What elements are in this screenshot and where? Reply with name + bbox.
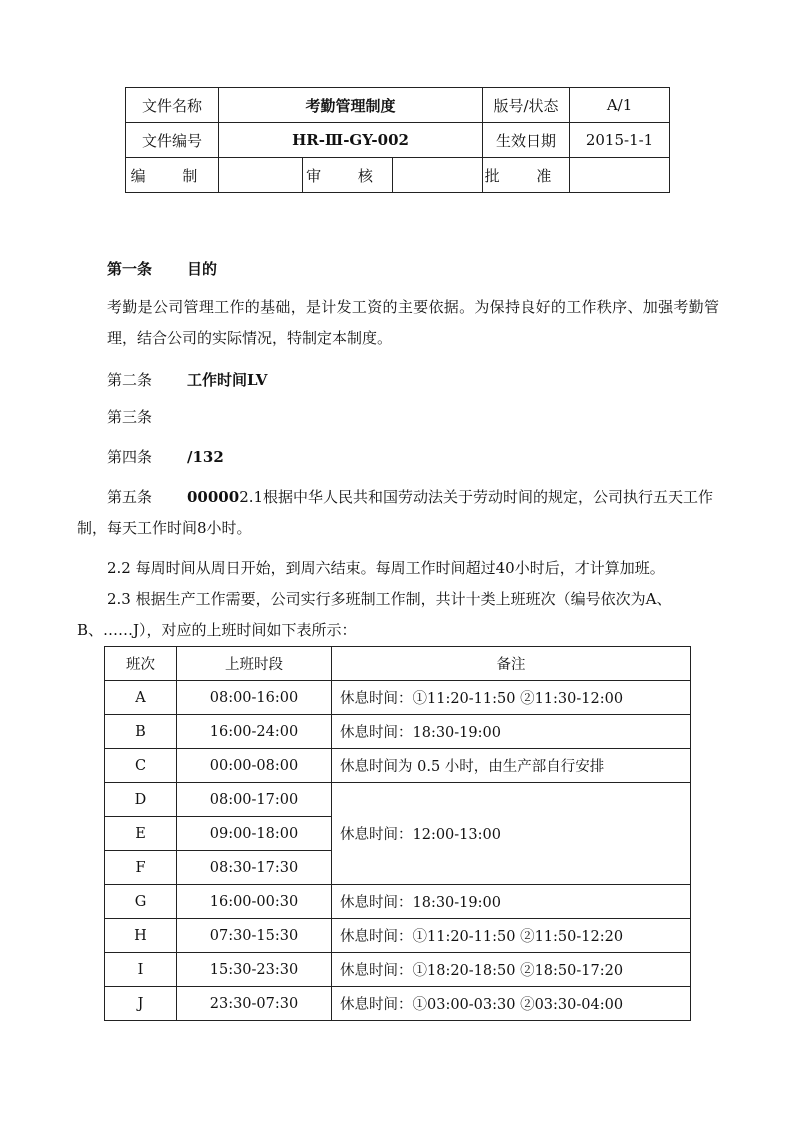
shift-time: 16:00-00:30 [177,885,332,919]
shift-note: 休息时间：①11:20-11:50 ②11:30-12:00 [332,681,691,715]
table-header-row [105,647,691,681]
shift-code: C [105,749,177,783]
shift-time: 16:00-24:00 [177,715,332,749]
article-5-body [77,482,717,544]
info-row-title [126,88,670,123]
shift-note: 休息时间：①11:20-11:50 ②11:50-12:20 [332,919,691,953]
article-5-label: 第五条 [107,488,153,506]
column-header-shift: 班次 [105,647,177,681]
article-5-prefix: 00000 [187,488,240,506]
shift-time: 08:00-17:00 [177,783,332,817]
shift-code: F [105,851,177,885]
shift-note: 休息时间：18:30-19:00 [332,715,691,749]
clause-2-3: 2.3 根据生产工作需要，公司实行多班制工作制，共计十类上班班次（编号依次为A、B、……J），对应的上班时间如下表所示： [77,590,672,639]
article-4-title: /132 [187,448,224,466]
shift-code: I [105,953,177,987]
shift-time: 00:00-08:00 [177,749,332,783]
shift-schedule-table [104,646,691,1021]
effective-date-value: 2015-1-1 [570,123,670,158]
info-row-number [126,123,670,158]
article-2-label: 第二条 [107,371,153,389]
label-file-number: 文件编号 [126,123,219,158]
reviewed-by-value [393,158,483,193]
shift-code: B [105,715,177,749]
label-effective-date: 生效日期 [483,123,570,158]
label-prepared-by: 编 制 [126,158,219,193]
article-1-label: 第一条 [107,260,153,278]
table-row [105,715,691,749]
article-1-title: 目的 [187,260,218,278]
clause-2-2: 2.2 每周时间从周日开始，到周六结束。每周工作时间超过40小时后，才计算加班。 [107,559,665,577]
shift-time: 15:30-23:30 [177,953,332,987]
shift-code: J [105,987,177,1021]
shift-time: 08:30-17:30 [177,851,332,885]
shift-note: 休息时间为 0.5 小时，由生产部自行安排 [332,749,691,783]
shift-code: H [105,919,177,953]
article-3-heading [107,402,717,433]
article-2-title: 工作时间LV [187,371,268,389]
article-1-body: 考勤是公司管理工作的基础，是计发工资的主要依据。为保持良好的工作秩序、加强考勤管理，结合公司的实际情况，特制定本制度。 [107,298,719,347]
file-number-value: HR-Ⅲ-GY-002 [219,123,483,158]
table-row [105,783,691,817]
article-1-heading [107,254,717,285]
shift-time: 07:30-15:30 [177,919,332,953]
shift-time: 08:00-16:00 [177,681,332,715]
table-row [105,953,691,987]
version-value: A/1 [570,88,670,123]
shift-note: 休息时间：12:00-13:00 [332,783,691,885]
table-row [105,749,691,783]
shift-note: 休息时间：①03:00-03:30 ②03:30-04:00 [332,987,691,1021]
shift-code: G [105,885,177,919]
shift-note: 休息时间：①18:20-18:50 ②18:50-17:20 [332,953,691,987]
column-header-note: 备注 [332,647,691,681]
article-5-text: 2.1根据中华人民共和国劳动法关于劳动时间的规定，公司执行五天工作制，每天工作时间8小时。 [77,488,714,537]
label-file-name: 文件名称 [126,88,219,123]
shift-time: 09:00-18:00 [177,817,332,851]
shift-time: 23:30-07:30 [177,987,332,1021]
table-row [105,987,691,1021]
shift-code: D [105,783,177,817]
table-row [105,885,691,919]
article-2-heading [107,365,717,396]
shift-note: 休息时间：18:30-19:00 [332,885,691,919]
document-title: 考勤管理制度 [219,88,483,123]
prepared-by-value [219,158,303,193]
column-header-time: 上班时段 [177,647,332,681]
label-reviewed-by: 审 核 [303,158,393,193]
shift-code: E [105,817,177,851]
article-4-heading [107,442,717,473]
shift-code: A [105,681,177,715]
article-4-label: 第四条 [107,448,153,466]
approved-by-value [570,158,670,193]
info-row-signoff [126,158,670,193]
article-3-label: 第三条 [107,408,153,426]
document-info-table [125,87,670,193]
label-version: 版号/状态 [483,88,570,123]
label-approved-by: 批 准 [483,158,570,193]
table-row [105,919,691,953]
table-row [105,681,691,715]
